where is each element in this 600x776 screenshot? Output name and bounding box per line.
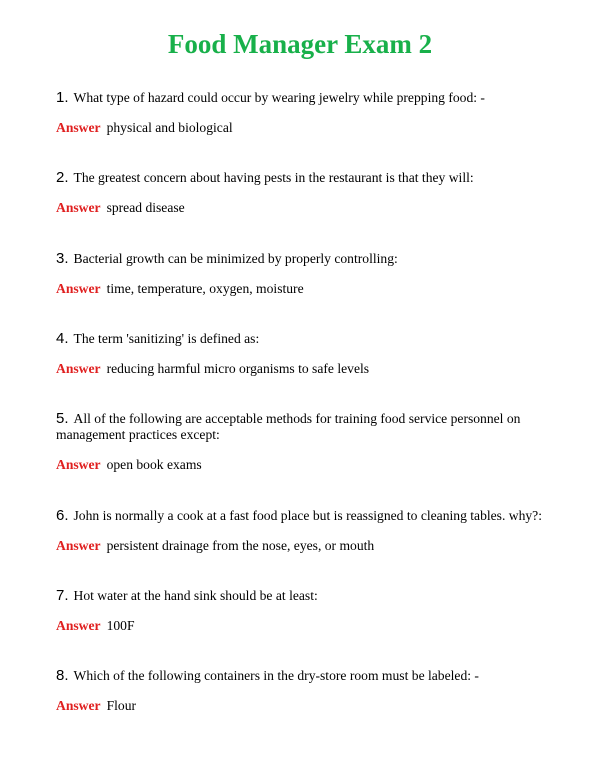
question-8 (56, 668, 546, 684)
answer-3 (56, 281, 546, 297)
question-text: All of the following are acceptable methods for training food service personnel on management practices except: (56, 411, 521, 442)
question-number: 4. (56, 330, 69, 347)
qa-item-6 (56, 508, 546, 554)
question-2 (56, 170, 546, 186)
answer-label: Answer (56, 120, 101, 135)
question-text: The term 'sanitizing' is defined as: (73, 331, 260, 346)
answer-6 (56, 538, 546, 554)
answer-text: Flour (106, 698, 137, 713)
question-7 (56, 588, 546, 604)
question-text: Which of the following containers in the dry-store room must be labeled: - (73, 668, 479, 683)
answer-7 (56, 618, 546, 634)
answer-text: physical and biological (106, 120, 233, 135)
answer-text: persistent drainage from the nose, eyes, or mouth (106, 538, 375, 553)
question-number: 3. (56, 250, 69, 267)
answer-label: Answer (56, 200, 101, 215)
question-4 (56, 331, 546, 347)
qa-item-5 (56, 411, 546, 473)
qa-item-4 (56, 331, 546, 377)
question-number: 2. (56, 169, 69, 186)
question-number: 5. (56, 410, 69, 427)
answer-5 (56, 457, 546, 473)
question-text: Bacterial growth can be minimized by properly controlling: (73, 251, 398, 266)
qa-item-2 (56, 170, 546, 216)
qa-item-3 (56, 251, 546, 297)
answer-8 (56, 698, 546, 714)
answer-1 (56, 120, 546, 136)
answer-text: time, temperature, oxygen, moisture (106, 281, 304, 296)
question-1 (56, 90, 546, 106)
answer-2 (56, 200, 546, 216)
answer-text: 100F (106, 618, 135, 633)
answer-text: reducing harmful micro organisms to safe levels (106, 361, 370, 376)
question-text: The greatest concern about having pests in the restaurant is that they will: (73, 170, 474, 185)
answer-text: spread disease (106, 200, 185, 215)
question-number: 1. (56, 89, 69, 106)
qa-item-1 (56, 90, 546, 136)
answer-label: Answer (56, 361, 101, 376)
answer-label: Answer (56, 281, 101, 296)
question-number: 8. (56, 667, 69, 684)
question-text: What type of hazard could occur by wearing jewelry while prepping food: - (73, 90, 485, 105)
answer-label: Answer (56, 538, 101, 553)
question-3 (56, 251, 546, 267)
answer-label: Answer (56, 457, 101, 472)
qa-item-7 (56, 588, 546, 634)
qa-item-8 (56, 668, 546, 714)
page-title: Food Manager Exam 2 (167, 29, 433, 59)
question-text: Hot water at the hand sink should be at least: (73, 588, 318, 603)
question-text: John is normally a cook at a fast food place but is reassigned to cleaning tables. why?: (73, 508, 542, 523)
question-6 (56, 508, 546, 524)
answer-label: Answer (56, 698, 101, 713)
answer-label: Answer (56, 618, 101, 633)
answer-text: open book exams (106, 457, 202, 472)
question-5 (56, 411, 546, 443)
question-number: 6. (56, 507, 69, 524)
answer-4 (56, 361, 546, 377)
question-number: 7. (56, 587, 69, 604)
